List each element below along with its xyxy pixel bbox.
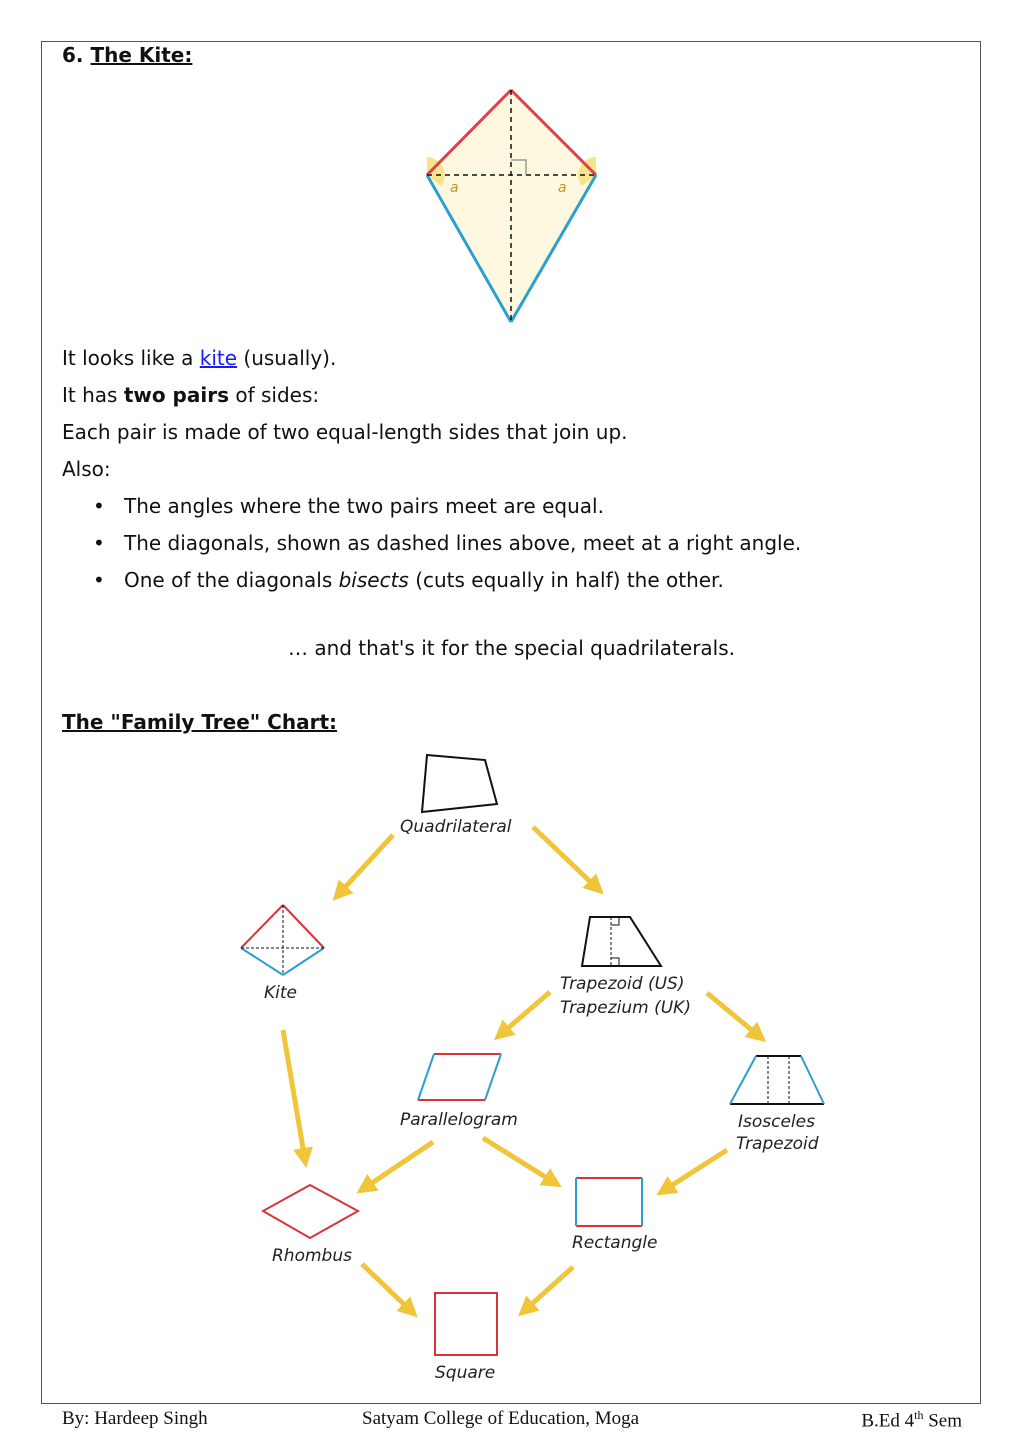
isosceles-edge <box>730 1056 756 1104</box>
paragraph-line-3: Each pair is made of two equal-length sides that join up. <box>62 420 628 444</box>
line1-prefix: It looks like a <box>62 346 200 370</box>
arrow-kite-to-rhombus <box>283 1030 305 1160</box>
node-square: Square <box>435 1363 496 1383</box>
paragraph-line-2 <box>62 377 962 414</box>
line1-suffix: (usually). <box>237 346 337 370</box>
bullet-text-1: The angles where the two pairs meet are equal. <box>124 494 604 518</box>
footer-course-prefix: B.Ed 4 <box>861 1410 915 1432</box>
rhombus-shape <box>263 1185 358 1238</box>
footer-course-sup: th <box>914 1408 924 1422</box>
isosceles-edge <box>801 1056 824 1104</box>
arrow-parallelogram-to-rhombus <box>363 1142 433 1189</box>
footer-course-suffix: Sem <box>923 1410 962 1432</box>
node-isosceles-2: Trapezoid <box>736 1134 819 1154</box>
list-item <box>93 488 962 525</box>
bullet-icon: • <box>93 531 105 555</box>
footer-author: By: Hardeep Singh <box>62 1408 208 1429</box>
kite-description <box>62 340 962 599</box>
node-kite: Kite <box>264 983 297 1003</box>
line2-bold: two pairs <box>123 383 229 407</box>
list-item <box>93 562 962 599</box>
parallelogram-edge <box>485 1054 501 1100</box>
paragraph-line-1 <box>62 340 962 377</box>
arrow-trapezoid-to-isosceles <box>707 993 760 1037</box>
kite-fill <box>427 90 596 322</box>
bullet-icon: • <box>93 494 105 518</box>
footer-course <box>861 1408 962 1432</box>
arrow-isosceles-to-rectangle <box>663 1150 727 1191</box>
line2-prefix: It has <box>62 383 124 407</box>
bullet-text-2: The diagonals, shown as dashed lines above, meet at a right angle. <box>124 531 802 555</box>
kite-diagram <box>410 80 610 330</box>
paragraph-line-4: Also: <box>62 457 111 481</box>
section-title: The Kite: <box>90 43 193 67</box>
arrow-rhombus-to-square <box>362 1264 412 1312</box>
arrow-parallelogram-to-rectangle <box>483 1138 555 1183</box>
node-isosceles-1: Isosceles <box>738 1112 815 1132</box>
node-quadrilateral: Quadrilateral <box>400 817 512 837</box>
angle-label-left: a <box>450 180 459 196</box>
square-shape <box>435 1293 497 1355</box>
quadrilateral-shape <box>422 755 497 812</box>
properties-list <box>62 488 962 599</box>
footer-college: Satyam College of Education, Moga <box>362 1408 640 1429</box>
node-rectangle: Rectangle <box>572 1233 658 1253</box>
arrow-quad-to-trapezoid <box>533 827 598 889</box>
angle-label-right: a <box>558 180 567 196</box>
closing-line: … and that's it for the special quadrilaterals. <box>287 636 736 660</box>
node-rhombus: Rhombus <box>272 1246 352 1266</box>
arrow-quad-to-kite <box>338 835 393 895</box>
section-number: 6. <box>62 43 84 67</box>
bullet-text-3-suffix: (cuts equally in half) the other. <box>408 568 724 592</box>
chart-heading: The "Family Tree" Chart: <box>62 710 338 734</box>
kite-link[interactable]: kite <box>199 346 238 370</box>
bullet-text-3-prefix: One of the diagonals <box>124 568 339 592</box>
family-tree-diagram <box>220 745 840 1395</box>
bullet-text-3-italic: bisects <box>338 568 409 592</box>
list-item <box>93 525 962 562</box>
bullet-icon: • <box>93 568 105 592</box>
line2-suffix: of sides: <box>229 383 320 407</box>
arrow-trapezoid-to-parallelogram <box>500 992 550 1035</box>
parallelogram-edge <box>418 1054 434 1100</box>
node-trapezium-uk: Trapezium (UK) <box>560 998 691 1018</box>
section-heading <box>62 43 192 67</box>
node-trapezoid-us: Trapezoid (US) <box>560 974 685 994</box>
trapezoid-shape <box>582 917 661 966</box>
node-parallelogram: Parallelogram <box>400 1110 518 1130</box>
arrow-rectangle-to-square <box>524 1267 573 1311</box>
page-footer <box>62 1408 962 1434</box>
